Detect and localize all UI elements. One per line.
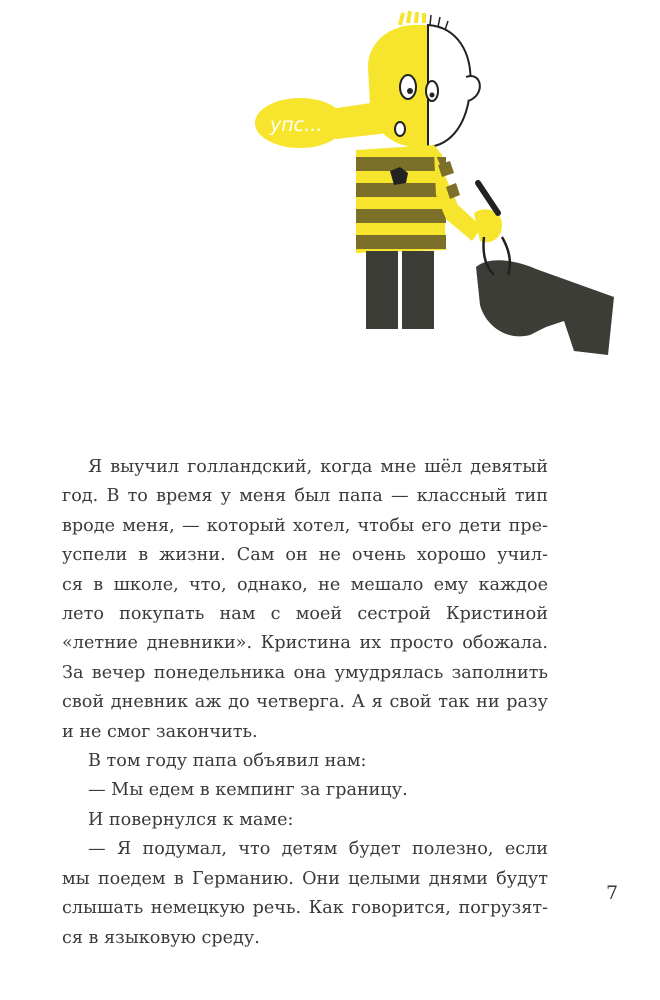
page-number: 7 (606, 882, 619, 904)
boy-illustration (250, 5, 620, 365)
text-line: год. В то время у меня был папа — классный тип (62, 486, 548, 507)
text-line: — Мы едем в кемпинг за границу. (88, 780, 408, 801)
text-line: «летние дневники». Кристина их просто обожала. (62, 633, 548, 654)
text-line: мы поедем в Германию. Они целыми днями будут (62, 868, 548, 889)
text-line: слышать немецкую речь. Как говорится, погрузят- (62, 898, 548, 919)
boy-hand (474, 183, 502, 242)
text-line: В том году папа объявил нам: (88, 751, 367, 772)
text-line: ся в языковую среду. (62, 927, 260, 948)
text-line: За вечер понедельника она умудрялась заполнить (62, 662, 548, 683)
text-line: — Я подумал, что детям будет полезно, если (88, 839, 548, 860)
speech-bubble-text: упс... (270, 114, 323, 136)
text-line: вроде меня, — который хотел, чтобы его дети пре- (62, 515, 548, 536)
text-line: и не смог закончить. (62, 721, 258, 742)
carried-bag (476, 237, 614, 355)
boy-head (368, 11, 480, 148)
story-text (62, 453, 548, 953)
text-line: лето покупать нам с моей сестрой Кристиной (62, 604, 548, 625)
boy-sweater (356, 145, 482, 253)
text-line: ся в школе, что, однако, не мешало ему каждое (62, 574, 548, 595)
text-line: свой дневник аж до четверга. А я свой так ни разу (62, 692, 548, 713)
boy-legs (366, 251, 434, 329)
text-line: Я выучил голландский, когда мне шёл девятый (88, 457, 548, 477)
speech-bubble (255, 98, 388, 148)
text-line: успели в жизни. Сам он не очень хорошо учил- (62, 545, 548, 566)
text-line: И повернулся к маме: (88, 809, 294, 830)
